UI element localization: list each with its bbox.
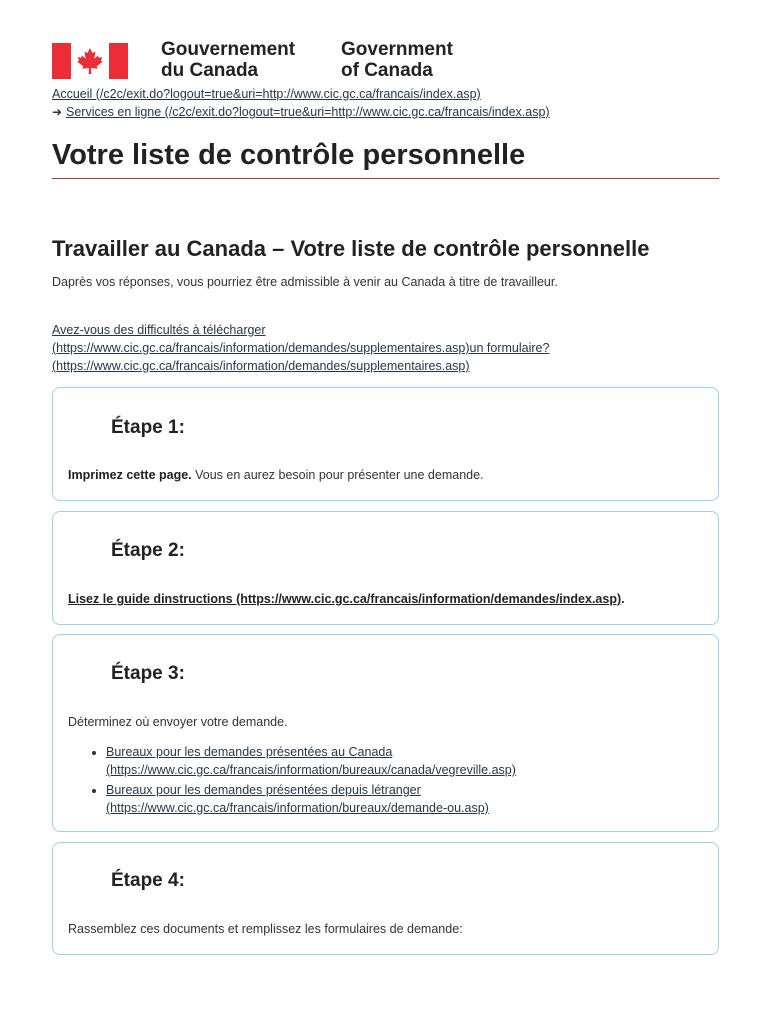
signature-english xyxy=(341,39,453,81)
page-title: Votre liste de contrôle personnelle xyxy=(52,136,719,179)
download-help-container xyxy=(52,321,652,375)
signature-fr-line1: Gouvernement xyxy=(161,39,296,60)
step-2-card xyxy=(52,511,719,625)
abroad-offices-link[interactable]: • Bureaux pour les demandes présentées depuis létranger (https://www.cic.gc.ca/francais/information/bureaux/demande-ou.asp) xyxy=(106,783,489,815)
arrow-right-icon: ➜ xyxy=(52,105,63,119)
step-2-period: . xyxy=(621,592,625,606)
signature-french xyxy=(161,39,295,81)
step-4-title: Étape 4: xyxy=(111,870,185,891)
section-title: Travailler au Canada – Votre liste de contrôle personnelle xyxy=(52,236,650,261)
signature-en-line1: Government xyxy=(341,39,453,60)
canada-offices-link[interactable]: • Bureaux pour les demandes présentées au Canada (https://www.cic.gc.ca/francais/information/bureaux/canada/vegreville.asp) xyxy=(106,745,516,777)
breadcrumb-home-link[interactable]: Accueil (/c2c/exit.do?logout=true&uri=http://www.cic.gc.ca/francais/index.asp) xyxy=(52,87,481,101)
signature-fr-line2: du Canada xyxy=(161,60,259,81)
signature-en-line2: of Canada xyxy=(341,60,433,81)
site-header xyxy=(52,39,719,82)
list-item xyxy=(106,743,726,779)
canada-flag-icon xyxy=(52,43,128,79)
step-3-text: Déterminez où envoyer votre demande. xyxy=(68,715,288,729)
step-1-text xyxy=(68,467,708,483)
step-3-title: Étape 3: xyxy=(111,663,185,684)
breadcrumb-level2 xyxy=(52,104,550,120)
instructions-guide-link[interactable]: Lisez le guide dinstructions (https://www.cic.gc.ca/francais/information/demandes/index.asp) xyxy=(68,592,622,606)
step-1-title: Étape 1: xyxy=(111,417,185,438)
offices-list xyxy=(68,743,726,819)
step-1-rest: Vous en aurez besoin pour présenter une demande. xyxy=(191,468,484,482)
step-4-card xyxy=(52,842,719,955)
step-1-card xyxy=(52,387,719,501)
breadcrumb-services-link[interactable]: Services en ligne (/c2c/exit.do?logout=true&uri=http://www.cic.gc.ca/francais/index.asp) xyxy=(66,105,550,119)
step-3-card xyxy=(52,634,719,832)
intro-text: Daprès vos réponses, vous pourriez être admissible à venir au Canada à titre de travailleur. xyxy=(52,275,558,289)
list-item xyxy=(106,781,726,817)
breadcrumb xyxy=(52,86,481,102)
step-4-text: Rassemblez ces documents et remplissez les formulaires de demande: xyxy=(68,922,463,936)
step-2-title: Étape 2: xyxy=(111,540,185,561)
step-2-text xyxy=(68,591,708,607)
step-1-bold: Imprimez cette page. xyxy=(68,468,192,482)
download-help-link[interactable]: Avez-vous des difficultés à télécharger (https://www.cic.gc.ca/francais/information/demandes/supplementaires.asp)un formulaire? (https://www.cic.gc.ca/francais/information/demandes/supplementaires.asp) xyxy=(52,323,550,373)
